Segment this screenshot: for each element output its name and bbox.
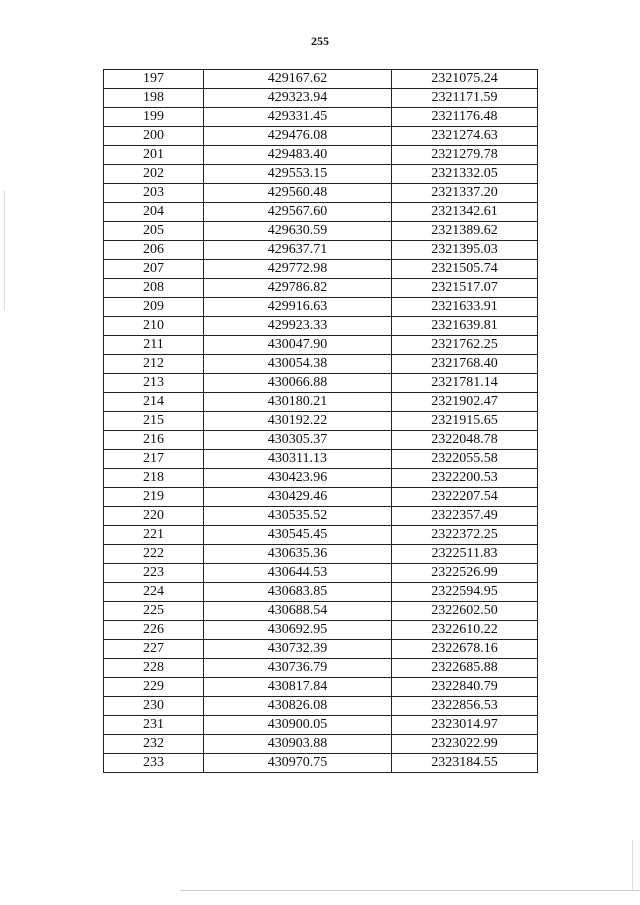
row-number-cell: 226 [104,621,204,640]
page-number: 255 [311,34,329,48]
scan-bottom-rule [180,890,640,891]
y-coordinate-cell: 2322055.58 [392,450,538,469]
table-row [104,564,538,583]
x-coordinate-cell: 429916.63 [204,298,392,317]
table-row [104,108,538,127]
y-coordinate-cell: 2321633.91 [392,298,538,317]
table-row [104,659,538,678]
y-coordinate-cell: 2322200.53 [392,469,538,488]
row-number-cell: 209 [104,298,204,317]
y-coordinate-cell: 2321075.24 [392,70,538,89]
x-coordinate-cell: 430970.75 [204,754,392,773]
scan-margin-mark [4,190,5,310]
x-coordinate-cell: 429560.48 [204,184,392,203]
y-coordinate-cell: 2322207.54 [392,488,538,507]
row-number-cell: 207 [104,260,204,279]
table-row [104,507,538,526]
y-coordinate-cell: 2322610.22 [392,621,538,640]
row-number-cell: 198 [104,89,204,108]
row-number-cell: 203 [104,184,204,203]
y-coordinate-cell: 2322594.95 [392,583,538,602]
table-row [104,374,538,393]
y-coordinate-cell: 2321517.07 [392,279,538,298]
row-number-cell: 223 [104,564,204,583]
x-coordinate-cell: 430545.45 [204,526,392,545]
x-coordinate-cell: 429923.33 [204,317,392,336]
table-row [104,317,538,336]
table-row [104,678,538,697]
table-row [104,127,538,146]
x-coordinate-cell: 429167.62 [204,70,392,89]
table-row [104,716,538,735]
y-coordinate-cell: 2321332.05 [392,165,538,184]
row-number-cell: 216 [104,431,204,450]
x-coordinate-cell: 429553.15 [204,165,392,184]
row-number-cell: 232 [104,735,204,754]
y-coordinate-cell: 2321171.59 [392,89,538,108]
x-coordinate-cell: 430535.52 [204,507,392,526]
x-coordinate-cell: 430311.13 [204,450,392,469]
table-row [104,602,538,621]
table-row [104,583,538,602]
x-coordinate-cell: 430066.88 [204,374,392,393]
y-coordinate-cell: 2322685.88 [392,659,538,678]
row-number-cell: 208 [104,279,204,298]
table-row [104,469,538,488]
x-coordinate-cell: 430688.54 [204,602,392,621]
table-row [104,146,538,165]
x-coordinate-cell: 429331.45 [204,108,392,127]
x-coordinate-cell: 429786.82 [204,279,392,298]
row-number-cell: 227 [104,640,204,659]
table-row [104,260,538,279]
x-coordinate-cell: 430817.84 [204,678,392,697]
y-coordinate-cell: 2321768.40 [392,355,538,374]
row-number-cell: 225 [104,602,204,621]
row-number-cell: 219 [104,488,204,507]
row-number-cell: 197 [104,70,204,89]
row-number-cell: 215 [104,412,204,431]
x-coordinate-cell: 430054.38 [204,355,392,374]
y-coordinate-cell: 2321902.47 [392,393,538,412]
y-coordinate-cell: 2322526.99 [392,564,538,583]
row-number-cell: 221 [104,526,204,545]
x-coordinate-cell: 430903.88 [204,735,392,754]
table-row [104,279,538,298]
y-coordinate-cell: 2322357.49 [392,507,538,526]
row-number-cell: 222 [104,545,204,564]
row-number-cell: 231 [104,716,204,735]
y-coordinate-cell: 2321915.65 [392,412,538,431]
table-row [104,488,538,507]
table-row [104,70,538,89]
table-row [104,203,538,222]
table-row [104,298,538,317]
row-number-cell: 213 [104,374,204,393]
x-coordinate-cell: 430900.05 [204,716,392,735]
table-row [104,165,538,184]
row-number-cell: 218 [104,469,204,488]
x-coordinate-cell: 430644.53 [204,564,392,583]
x-coordinate-cell: 430826.08 [204,697,392,716]
x-coordinate-cell: 430692.95 [204,621,392,640]
x-coordinate-cell: 430047.90 [204,336,392,355]
table-row [104,184,538,203]
y-coordinate-cell: 2323022.99 [392,735,538,754]
x-coordinate-cell: 429323.94 [204,89,392,108]
row-number-cell: 217 [104,450,204,469]
table-row [104,222,538,241]
row-number-cell: 206 [104,241,204,260]
x-coordinate-cell: 429476.08 [204,127,392,146]
table-row [104,450,538,469]
row-number-cell: 204 [104,203,204,222]
row-number-cell: 201 [104,146,204,165]
x-coordinate-cell: 430429.46 [204,488,392,507]
table-row [104,336,538,355]
row-number-cell: 202 [104,165,204,184]
table-row [104,735,538,754]
row-number-cell: 214 [104,393,204,412]
x-coordinate-cell: 429772.98 [204,260,392,279]
y-coordinate-cell: 2323184.55 [392,754,538,773]
y-coordinate-cell: 2322602.50 [392,602,538,621]
table-row [104,412,538,431]
x-coordinate-cell: 430305.37 [204,431,392,450]
x-coordinate-cell: 429567.60 [204,203,392,222]
y-coordinate-cell: 2322048.78 [392,431,538,450]
row-number-cell: 212 [104,355,204,374]
row-number-cell: 228 [104,659,204,678]
x-coordinate-cell: 430683.85 [204,583,392,602]
y-coordinate-cell: 2321389.62 [392,222,538,241]
table-row [104,754,538,773]
row-number-cell: 220 [104,507,204,526]
x-coordinate-cell: 430192.22 [204,412,392,431]
row-number-cell: 199 [104,108,204,127]
y-coordinate-cell: 2321781.14 [392,374,538,393]
table-row [104,640,538,659]
y-coordinate-cell: 2321762.25 [392,336,538,355]
y-coordinate-cell: 2322511.83 [392,545,538,564]
x-coordinate-cell: 430736.79 [204,659,392,678]
table-row [104,697,538,716]
scan-margin-mark-right [632,840,633,890]
x-coordinate-cell: 430180.21 [204,393,392,412]
table-row [104,241,538,260]
y-coordinate-cell: 2321274.63 [392,127,538,146]
table-row [104,89,538,108]
x-coordinate-cell: 430423.96 [204,469,392,488]
x-coordinate-cell: 429483.40 [204,146,392,165]
row-number-cell: 229 [104,678,204,697]
x-coordinate-cell: 429630.59 [204,222,392,241]
x-coordinate-cell: 429637.71 [204,241,392,260]
table-row [104,621,538,640]
row-number-cell: 210 [104,317,204,336]
table-row [104,526,538,545]
table-row [104,431,538,450]
table-row [104,393,538,412]
table-body [104,70,538,773]
y-coordinate-cell: 2322372.25 [392,526,538,545]
row-number-cell: 200 [104,127,204,146]
table-row [104,545,538,564]
coordinates-table [103,69,538,773]
y-coordinate-cell: 2323014.97 [392,716,538,735]
x-coordinate-cell: 430732.39 [204,640,392,659]
y-coordinate-cell: 2321337.20 [392,184,538,203]
y-coordinate-cell: 2322678.16 [392,640,538,659]
y-coordinate-cell: 2321639.81 [392,317,538,336]
y-coordinate-cell: 2322840.79 [392,678,538,697]
row-number-cell: 224 [104,583,204,602]
row-number-cell: 205 [104,222,204,241]
x-coordinate-cell: 430635.36 [204,545,392,564]
y-coordinate-cell: 2321279.78 [392,146,538,165]
row-number-cell: 233 [104,754,204,773]
row-number-cell: 230 [104,697,204,716]
y-coordinate-cell: 2322856.53 [392,697,538,716]
table-row [104,355,538,374]
y-coordinate-cell: 2321505.74 [392,260,538,279]
y-coordinate-cell: 2321342.61 [392,203,538,222]
y-coordinate-cell: 2321395.03 [392,241,538,260]
y-coordinate-cell: 2321176.48 [392,108,538,127]
row-number-cell: 211 [104,336,204,355]
